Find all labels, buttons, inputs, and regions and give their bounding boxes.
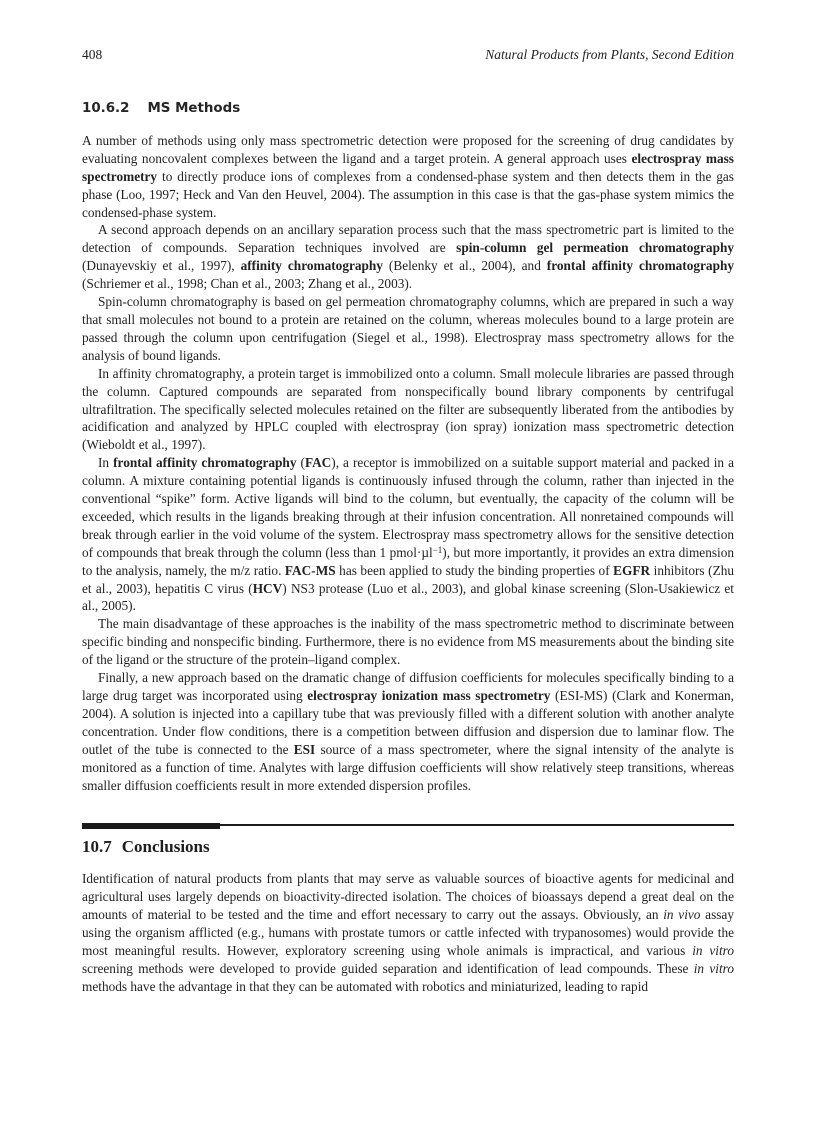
- paragraph: In affinity chromatography, a protein target is immobilized onto a column. Small molecule libraries are passed through the column. Captured compounds are separated from nonspecifically bound library components by centrifugal ultrafiltration. The specifically selected molecules retained on the filter are subsequently liberated from the antibodies by acidification and analyzed by HPLC coupled with electrospray (ion spray) ionization mass spectrometric detection (Wieboldt et al., 1997).: [82, 365, 734, 453]
- page-number: 408: [82, 47, 103, 62]
- divider-thick-bar: [82, 823, 220, 829]
- book-title: Natural Products from Plants, Second Edition: [485, 47, 734, 62]
- section-number: 10.6.2: [82, 101, 130, 116]
- paragraph: Finally, a new approach based on the dramatic change of diffusion coefficients for molecules specifically binding to a large drug target was incorporated using electrospray ionization mass spectrometry (ESI-MS) (Clark and Konerman, 2004). A solution is injected into a capillary tube that was previously filled with a different solution with another analyte concentration. Under flow conditions, there is a competition between diffusion and dispersion due to laminar flow. The outlet of the tube is connected to the ESI source of a mass spectrometer, where the signal intensity of the analyte is monitored as a function of time. Analytes with large diffusion coefficients will show relatively steep transitions, whereas smaller diffusion coefficients result in more extended dispersion profiles.: [82, 670, 735, 793]
- section-heading-conclusions: [82, 838, 734, 856]
- paragraph: The main disadvantage of these approaches is the inability of the mass spectrometric method to discriminate between specific binding and nonspecific binding. Furthermore, there is no evidence from MS measurements about the binding site of the ligand or the structure of the protein–ligand complex.: [82, 616, 734, 668]
- paragraph: In frontal affinity chromatography (FAC), a receptor is immobilized on a suitable support material and packed in a column. A mixture containing potential ligands is continuously infused through the column, rather than injected in the conventional “spike” form. Active ligands will bind to the column, but eventually, the capacity of the column will be exceeded, which results in the ligands breaking through at their infusion concentration. All nonretained compounds will break through earlier in the void volume of the system. Electrospray mass spectrometry allows for the sensitive detection of compounds that break through the column (less than 1 pmol·µl$^{-1}$), but more importantly, it provides an extra dimension to the analysis, namely, the m/z ratio. FAC-MS has been applied to study the binding properties of EGFR inhibitors (Zhu et al., 2003), hepatitis C virus (HCV) NS3 protease (Luo et al., 2003), and global kinase screening (Slon-Usakiewicz et al., 2005).: [82, 455, 735, 614]
- section-title: MS Methods: [147, 101, 241, 116]
- book-page: [82, 46, 734, 996]
- paragraph: Spin-column chromatography is based on gel permeation chromatography columns, which are prepared in such a way that small molecules not bound to a protein are retained on the column, whereas molecules bound to a large protein are passed through the column upon centrifugation (Siegel et al., 1998). Electrospray mass spectrometry allows for the analysis of bound ligands.: [82, 294, 734, 363]
- running-header: [82, 46, 734, 68]
- section-heading-ms-methods: [82, 100, 734, 118]
- paragraph: A second approach depends on an ancillary separation process such that the mass spectrometric part is limited to the detection of compounds. Separation techniques involved are spin-column gel permeation chromatography (Dunayevskiy et al., 1997), affinity chromatography (Belenky et al., 2004), and frontal affinity chromatography (Schriemer et al., 1998; Chan et al., 2003; Zhang et al., 2003).: [82, 222, 735, 292]
- section-divider: [82, 821, 734, 829]
- section-title: Conclusions: [121, 837, 210, 857]
- paragraph: Identification of natural products from plants that may serve as valuable sources of bioactive agents for medicinal and agricultural uses largely depends on bioactivity-directed isolation. The choices of bioassays depend a great deal on the amounts of material to be tested and the time and effort necessary to carry out the assays. Obviously, an in vivo assay using the organism afflicted (e.g., humans with prostate tumors or cattle infected with trypanosomes) would provide the most meaningful results. However, exploratory screening using whole animals is impractical, and various in vitro screening methods were developed to provide guided separation and identification of lead compounds. These in vitro methods have the advantage in that they can be automated with robotics and miniaturized, leading to rapid: [82, 871, 734, 994]
- paragraph: A number of methods using only mass spectrometric detection were proposed for the screening of drug candidates by evaluating noncovalent complexes between the ligand and a target protein. A general approach uses electrospray mass spectrometry to directly produce ions of complexes from a condensed-phase system and then detects them in the gas phase (Loo, 1997; Heck and Van den Heuvel, 2004). The assumption in this case is that the gas-phase system mimics the condensed-phase system.: [82, 132, 734, 220]
- section-number: 10.7: [82, 837, 112, 857]
